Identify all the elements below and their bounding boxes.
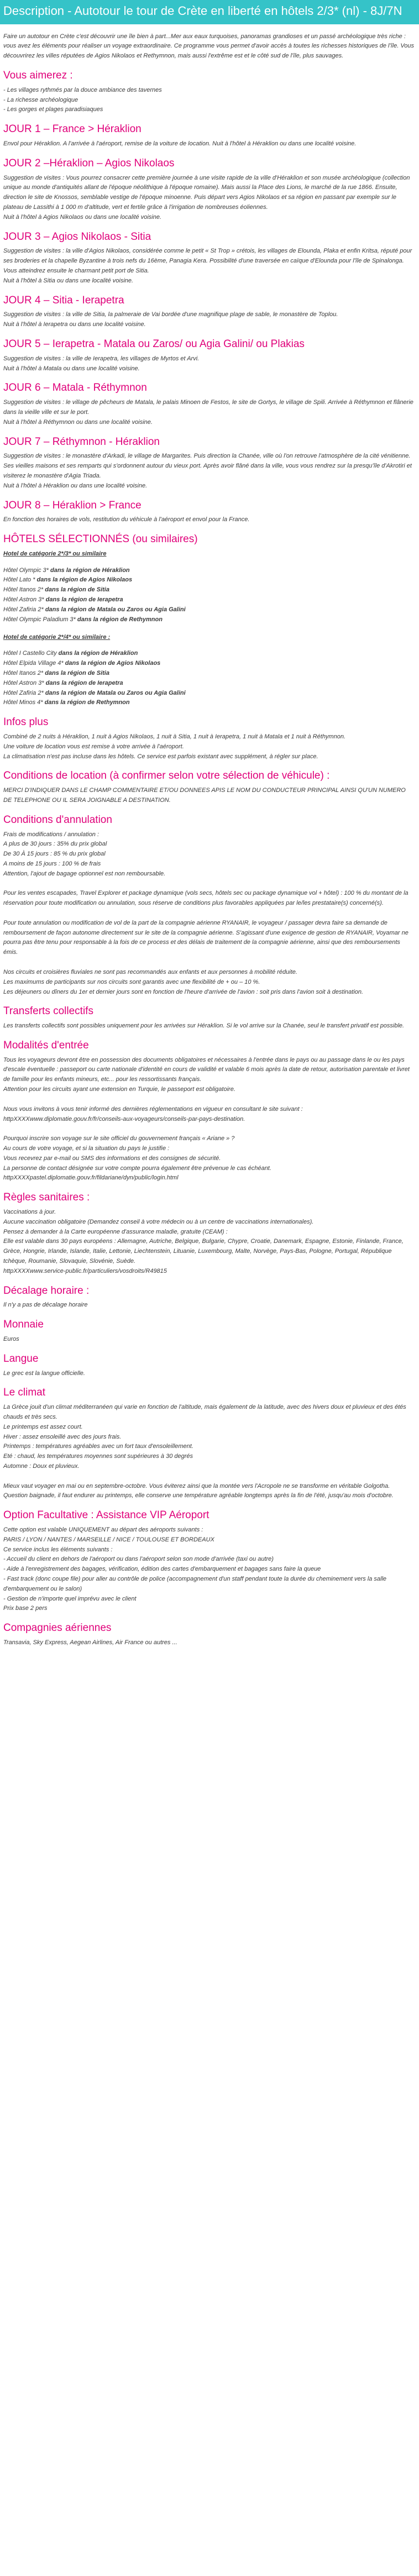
hotel-region: dans la région de Rethymnon [75, 616, 163, 623]
hotel-region: dans la région de Héraklion [56, 650, 138, 657]
hotel-region: dans la région de Rethymnon [43, 699, 130, 706]
section-text-j2: Suggestion de visites : Vous pourrez consacrer cette première journée à une visite rapide de la ville d'Héraklion et son musée archéologique (collection unique au monde d'antiquités allant de l'époque néolithique à l'époque romaine). Mais aussi la Place des Lions, le marché de la rue 1866. Ensuite, direction le site de Knossos, semblable vestige de l'époque minoenne. Puis départ vers Agios Nikolaos et sa région en passant par exemple sur le plateau de Lassithi à 1 000 m d'altitude, vert et fertile grâce à l'irrigation de nombreuses éoliennes. Nuit à l'hôtel à Agios Nikolaos ou dans une localité voisine. [3, 174, 410, 221]
section-text-sanitaires: Vaccinations à jour. Aucune vaccination obligatoire (Demandez conseil à votre médecin ou à un centre de vaccinations internationales). Pensez à demander à la Carte européenne d'assurance maladie, gratuite (CEAM) : Elle est valable dans 30 pays européens : Allemagne, Autriche, Belgique, Bulgarie, Chypre, Croatie, Danemark, Espagne, Estonie, Finlande, France, Grèce, Hongrie, Irlande, Islande, Italie, Lettonie, Liechtenstein, Lituanie, Luxembourg, Malte, Norvège, Pays-Bas, Pologne, Portugal, République tchèque, Roumanie, Slovaquie, Slovénie, Suède. httpXXXXwww.service-public.fr/particuliers/vosdroits/R49815 [3, 1208, 404, 1274]
hotel-name: Hôtel Zafiria 2* [3, 689, 44, 696]
section-text-modalites: Tous les voyageurs devront être en possession des documents obligatoires et nécessaires à l'entrée dans le pays ou au passage dans le ou les pays d'escale éventuelle : passeport ou carte nationale d'identité en cours de validité et valable 6 mois après la date de retour, autorisation parentale et livret de famille pour les enfants mineurs, etc... pour les ressortissants français. Attention pour les circuits ayant une extension en Turquie, le passeport est obligatoire. Nous vous invitons à vous tenir informé des dernières réglementations en vigueur en consultant le site suivant : httpXXXXwww.diplomatie.gouv.fr/fr/conseils-aux-voyageurs/conseils-par-pays-destination. Pourquoi inscrire son voyage sur le site officiel du gouvernement français « Ariane » ? Au cours de votre voyage, et si la situation du pays le justifie : Vous recevrez par e-mail ou SMS des informations et des consignes de sécurité. La personne de contact désignée sur votre compte pourra également être prévenue le cas échéant. httpXXXXpastel.diplomatie.gouv.fr/fildariane/dyn/public/login.html [3, 1056, 410, 1182]
section-heading-j4: JOUR 4 – Sitia - Ierapetra [3, 294, 124, 306]
hotel-name: Hôtel Lato * [3, 576, 35, 584]
section-heading-j3: JOUR 3 – Agios Nikolaos - Sitia [3, 230, 151, 243]
section-heading-compagnies: Compagnies aériennes [3, 1622, 112, 1634]
description-content [0, 32, 419, 1648]
section-heading-transferts: Transferts collectifs [3, 1005, 93, 1017]
section-text-j5: Suggestion de visites : la ville de Ierapetra, les villages de Myrtos et Arvi. Nuit à l'hôtel à Matala ou dans une localité voisine. [3, 355, 200, 372]
section-text-decalage: Il n'y a pas de décalage horaire [3, 1302, 88, 1309]
hotel-name: Hôtel Minos 4* [3, 699, 43, 706]
section-heading-j7: JOUR 7 – Réthymnon - Héraklion [3, 436, 160, 448]
section-text-monnaie: Euros [3, 1335, 19, 1342]
hotel-region: dans la région de Matala ou Zaros ou Agia Galini [43, 689, 186, 696]
hotel-category-2-title: Hotel de catégorie 2*/4* ou similaire : [3, 633, 111, 641]
hotel-name: Hôtel Olympic Paladium 3* [3, 616, 76, 623]
hotel-list-category-1 [3, 566, 416, 625]
hotel-region: dans la région de Sitia [43, 669, 109, 676]
hotel-item [3, 669, 416, 679]
hotel-name: Hôtel Olympic 3* [3, 566, 49, 574]
hotel-region: dans la région de Matala ou Zaros ou Agia Galini [43, 606, 186, 613]
section-text-cond_loc: MERCI D'INDIQUER DANS LE CHAMP COMMENTAIRE ET/OU DONNEES APIS LE NOM DU CONDUCTEUR PRINCIPAL AINSI QU'UN NUMERO DE TELEPHONE OU IL SERA JOIGNABLE A DESTINATION. [3, 787, 406, 804]
section-text-j8: En fonction des horaires de vols, restitution du véhicule à l'aéroport et envol pour la France. [3, 516, 250, 523]
section-text-vip: Cette option est valable UNIQUEMENT au départ des aéroports suivants : PARIS / LYON / NANTES / MARSEILLE / NICE / TOULOUSE ET BORDEAUX Ce service inclus les éléments suivants : - Accueil du client en dehors de l'aéroport ou dans l'aéroport selon son mode d'arrivée (taxi ou autre) - Aide à l'enregistrement des bagages, vérification, édition des cartes d'embarquement et bagages sans faire la queue - Fast track (donc coupe file) pour aller au contrôle de police (accompagnement d'un staff pendant toute la durée du cheminement vers la salle d'embarquement ou le salon) - Gestion de n'importe quel imprévu avec le client Prix base 2 pers [3, 1526, 387, 1612]
hotel-item [3, 595, 416, 605]
hotel-region: dans la région de Héraklion [48, 566, 130, 574]
section-heading-j5: JOUR 5 – Ierapetra - Matala ou Zaros/ ou Agia Galini/ ou Plakias [3, 338, 305, 350]
section-heading-j1: JOUR 1 – France > Héraklion [3, 123, 142, 135]
hotel-item [3, 615, 416, 625]
section-heading-climat: Le climat [3, 1387, 46, 1399]
hotel-list-category-2 [3, 649, 416, 708]
section-heading-decalage: Décalage horaire : [3, 1284, 90, 1297]
hotel-region: dans la région de Ierapetra [44, 596, 123, 604]
section-heading-monnaie: Monnaie [3, 1319, 44, 1331]
hotel-item [3, 566, 416, 576]
section-text-j3: Suggestion de visites : la ville d'Agios Nikolaos, considérée comme le petit « St Trop » crétois, les villages de Elounda, Plaka et enfin Kritsa, réputé pour ses broderies et la chapelle Byzantine à trois nefs du 16ème, Panagia Kera. Possibilité d'une traversée en caïque d'Elounda pour l'île de Spinalonga. Vous atteindrez ensuite le charmant petit port de Sitia. Nuit à l'hôtel à Sitia ou dans une localité voisine. [3, 248, 412, 284]
section-heading-sanitaires: Règles sanitaires : [3, 1192, 90, 1204]
hotel-name: Hôtel Itanos 2* [3, 586, 44, 594]
section-text-aimez: - Les villages rythmés par la douce ambiance des tavernes - La richesse archéologique - Les gorges et plages paradisiaques [3, 86, 162, 113]
section-heading-j2: JOUR 2 –Héraklion – Agios Nikolaos [3, 157, 175, 169]
hotel-item [3, 698, 416, 708]
hotels-heading: HÔTELS SÉLECTIONNÉS (ou similaires) [3, 533, 198, 545]
hotel-name: Hôtel Itanos 2* [3, 669, 44, 676]
itinerary-sections [3, 69, 416, 525]
section-text-j4: Suggestion de visites : la ville de Sitia, la palmeraie de Vai bordée d'une magnifique plage de sable, le monastère de Toplou. Nuit à l'hôtel à Ierapetra ou dans une localité voisine. [3, 311, 338, 328]
hotel-region: dans la région de Ierapetra [44, 679, 123, 686]
hotel-name: Hôtel Elpida Village 4* [3, 660, 64, 667]
section-text-j7: Suggestion de visites : le monastère d'Arkadi, le village de Margarites. Puis direction la Chanée, ville où l'on retrouve l'atmosphère de la cité vénitienne. Ses vieilles maisons et ses remparts qui s'ordonnent autour du vieux port. Après avoir flâné dans la ville, vous vous rendrez sur la presqu'île d'Akrotiri et visiterez le monastère d'Agia Triada. Nuit à l'hôtel à Héraklion ou dans une localité voisine. [3, 453, 412, 489]
hotel-name: Hôtel Astron 3* [3, 596, 44, 604]
section-heading-langue: Langue [3, 1352, 39, 1365]
hotel-name: Hôtel Astron 3* [3, 679, 44, 686]
section-heading-j6: JOUR 6 – Matala - Réthymnon [3, 382, 147, 394]
section-heading-cond_loc: Conditions de location (à confirmer selon votre sélection de véhicule) : [3, 770, 330, 782]
section-text-j1: Envol pour Héraklion. A l'arrivée à l'aéroport, remise de la voiture de location. Nuit à l'hôtel à Héraklion ou dans une localité voisine. [3, 140, 357, 147]
section-text-transferts: Les transferts collectifs sont possibles uniquement pour les arrivées sur Héraklion. Si le vol arrive sur la Chanée, seul le transfert privatif est possible. [3, 1022, 405, 1030]
section-heading-cond_ann: Conditions d'annulation [3, 814, 112, 826]
hotel-name: Hôtel Zafiria 2* [3, 606, 44, 613]
section-heading-infos: Infos plus [3, 716, 49, 728]
hotel-item [3, 689, 416, 699]
hotel-region: dans la région de Agios Nikolaos [63, 660, 161, 667]
hotel-category-1-title: Hotel de catégorie 2*/3* ou similaire [3, 550, 107, 557]
hotel-region: dans la région de Sitia [43, 586, 109, 594]
hotel-item [3, 649, 416, 659]
hotel-name: Hôtel I Castello City [3, 650, 57, 657]
hotel-region: dans la région de Agios Nikolaos [35, 576, 133, 584]
hotel-item [3, 575, 416, 585]
section-text-j6: Suggestion de visites : le village de pêcheurs de Matala, le palais Minoen de Festos, le site de Gortys, le village de Spili. Arrivée à Réthymnon et flânerie dans la vieille ville et sur le port. Nuit à l'hôtel à Réthymnon ou dans une localité voisine. [3, 399, 413, 426]
section-text-langue: Le grec est la langue officielle. [3, 1370, 85, 1377]
hotel-item [3, 659, 416, 669]
section-text-infos: Combiné de 2 nuits à Héraklion, 1 nuit à Agios Nikolaos, 1 nuit à Sitia, 1 nuit à Ierapetra, 1 nuit à Matala et 1 nuit à Réthymnon. Une voiture de location vous est remise à votre arrivée à l'aéroport. La climatisation n'est pas incluse dans les hôtels. Ce service est parfois existant avec supplément, à régler sur place. [3, 733, 346, 760]
page-title: Description - Autotour le tour de Crète en liberté en hôtels 2/3* (nl) - 8J/7N [0, 0, 419, 24]
section-text-climat: La Grèce jouit d'un climat méditerranéen qui varie en fonction de l'altitude, mais également de la latitude, avec des hivers doux et pluvieux et des étés chauds et très secs. Le printemps est assez court. Hiver : assez ensoleillé avec des jours frais. Printemps : températures agréables avec un fort taux d'ensoleillement. Eté : chaud, les températures moyennes sont supérieures à 30 degrés Automne : Doux et pluvieux. Mieux vaut voyager en mai ou en septembre-octobre. Vous éviterez ainsi que la montée vers l'Acropole ne se transforme en véritable Golgotha. Question baignade, il faut endurer au printemps, elle conserve une température agréable longtemps après la fin de l'été, jusqu'au mois d'octobre. [3, 1404, 406, 1499]
section-heading-modalites: Modalités d'entrée [3, 1039, 89, 1051]
hotel-item [3, 585, 416, 595]
hotel-item [3, 679, 416, 689]
info-sections [3, 716, 416, 1648]
section-text-cond_ann: Frais de modifications / annulation : A plus de 30 jours : 35% du prix global De 30 À 15 jours : 85 % du prix global A moins de 15 jours : 100 % de frais Attention, l'ajout de bagage optionnel est non remboursable. Pour les ventes escapades, Travel Explorer et package dynamique (vols secs, hôtels sec ou package dynamique vol + hôtel) : 100 % du montant de la réservation pour toute modification ou annulation, sous réserve de conditions plus favorables appliquées par le/les prestataire(s) concerné(s). Pour toute annulation ou modification de vol de la part de la compagnie aérienne RYANAIR, le voyageur / passager devra faire sa demande de remboursement de façon autonome directement sur le site de la compagnie aérienne. S'agissant d'une exigence de gestion de RYANAIR, Voyamar ne pourra pas être tenu pour responsable à la fois de ce process et des délais de traitement de la compagnie aérienne, ainsi que des remboursements émis. Nos circuits et croisières fluviales ne sont pas recommandés aux enfants et aux personnes à mobilité réduite. Les maximums de participants sur nos circuits sont garantis avec une flexibilité de + ou – 10 %. Les déjeuners ou dîners du 1er et dernier jours sont en fonction de l'heure d'arrivée de l'avion : soit pris dans l'avion soit à destination. [3, 831, 408, 995]
section-heading-j8: JOUR 8 – Héraklion > France [3, 499, 142, 511]
section-heading-vip: Option Facultative : Assistance VIP Aéroport [3, 1509, 210, 1522]
section-text-compagnies: Transavia, Sky Express, Aegean Airlines, Air France ou autres ... [3, 1639, 177, 1646]
section-heading-aimez: Vous aimerez : [3, 70, 73, 82]
hotel-item [3, 605, 416, 615]
intro-text: Faire un autotour en Crète c'est découvrir une île bien à part...Mer aux eaux turquoises, panoramas grandioses et un passé archéologique très riche : vous avez les éléments pour réaliser un voyage extraordinaire. Ce programme vous permet d'avoir accès à toutes les richesses historiques de l'île. Vous découvrirez les villes réputées de Agios Nikolaos et Rethymnon, mais aussi l'extrême est et le côté sud de l'île, plus sauvages. [3, 33, 414, 60]
